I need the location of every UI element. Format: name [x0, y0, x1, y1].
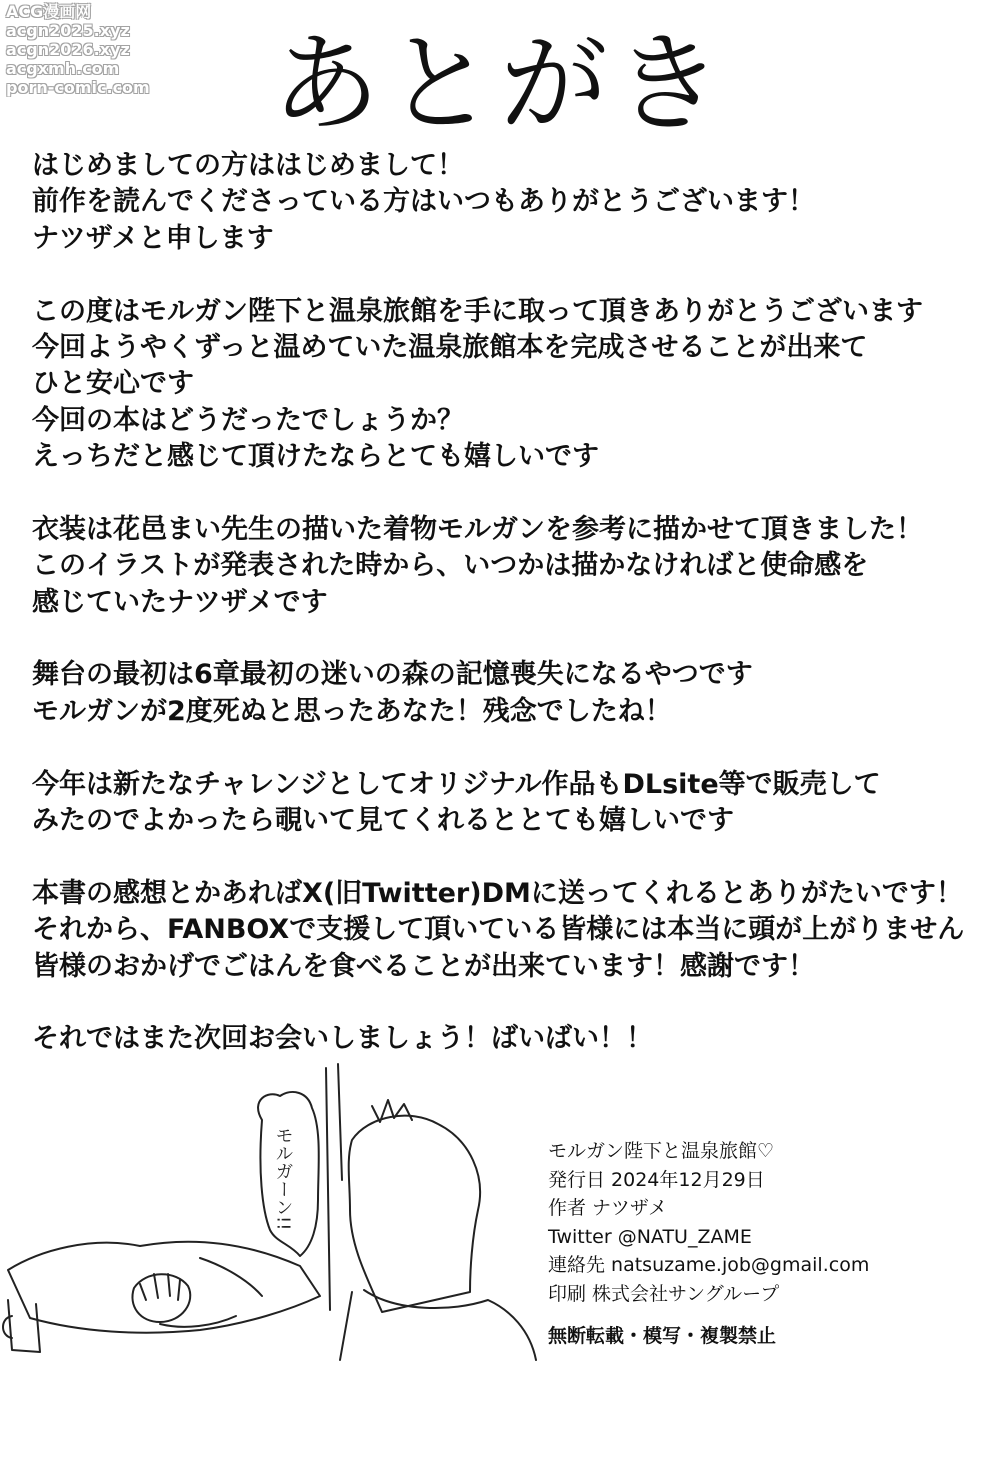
- man-hair-spikes: [372, 1100, 412, 1122]
- text-line: 今回ようやくずっと温めていた温泉旅館本を完成させることが出来て: [32, 331, 868, 363]
- paragraph-costume: [32, 512, 982, 621]
- text-line: ナツザメと申します: [32, 222, 274, 254]
- page-title: あとがき: [271, 22, 728, 147]
- paragraph-original-works: [32, 767, 982, 840]
- colophon-notice: 無断転載・模写・複製禁止: [548, 1325, 777, 1347]
- paragraph-greeting: [32, 148, 982, 257]
- colophon-book-title: モルガン陛下と温泉旅館♡: [548, 1140, 775, 1162]
- watermark-line: ACG漫画网: [6, 2, 92, 21]
- text-line: それから、FANBOXで支援して頂いている皆様には本当に頭が上がりません: [32, 914, 965, 946]
- paragraph-setting: [32, 657, 982, 730]
- colophon-issue-date: 発行日 2024年12月29日: [548, 1168, 765, 1191]
- watermark-line: acgxmh.com: [6, 59, 120, 78]
- futon-fold: [200, 1258, 262, 1296]
- colophon: [548, 1137, 988, 1351]
- sketch-illustration: [0, 1060, 540, 1400]
- door-frame-line: [326, 1068, 330, 1310]
- text-line: 本書の感想とかあればX(旧Twitter)DMに送ってくれるとありがたいです！: [32, 877, 963, 909]
- text-line: えっちだと感じて頂けたならとても嬉しいです: [32, 441, 599, 473]
- door-frame-line: [338, 1064, 342, 1180]
- text-line: ひと安心です: [32, 368, 194, 400]
- text-line: みたのでよかったら覗いて見てくれるととても嬉しいです: [32, 805, 734, 837]
- colophon-printer: 印刷 株式会社サングループ: [548, 1282, 780, 1305]
- speech-bubble-text: モルガーン!!: [272, 1126, 294, 1231]
- man-hair-outline: [349, 1116, 480, 1312]
- watermark-line: porn-comic.com: [6, 78, 150, 97]
- text-line: 感じていたナツザメです: [32, 586, 328, 618]
- watermark-line: acgn2025.xyz: [6, 21, 130, 40]
- man-back: [340, 1292, 352, 1360]
- text-line: 皆様のおかげでごはんを食べることが出来ています！感謝です！: [32, 950, 815, 982]
- text-line: この度はモルガン陛下と温泉旅館を手に取って頂きありがとうございます: [32, 295, 923, 327]
- mug-outline: [8, 1300, 40, 1352]
- paragraph-farewell: [32, 1021, 982, 1057]
- watermark-line: acgn2026.xyz: [6, 40, 130, 59]
- text-line: はじめましての方ははじめまして！: [32, 150, 464, 181]
- text-line: 舞台の最初は6章最初の迷いの森の記憶喪失になるやつです: [32, 659, 753, 691]
- afterword-body: [32, 148, 982, 1058]
- text-line: 今年は新たなチャレンジとしてオリジナル作品もDLsite等で販売して: [32, 768, 881, 800]
- text-line: それではまた次回お会いしましょう！ばいばい！！: [32, 1023, 653, 1055]
- futon-outline: [8, 1242, 320, 1333]
- text-line: 前作を読んでくださっている方はいつもありがとうございます！: [32, 186, 815, 218]
- paragraph-thanks: [32, 294, 982, 476]
- text-line: 衣装は花邑まい先生の描いた着物モルガンを参考に描かせて頂きました！: [32, 513, 923, 545]
- colophon-author: 作者 ナツザメ: [548, 1197, 668, 1219]
- man-shoulder: [364, 1290, 536, 1360]
- colophon-contact: 連絡先 natsuzame.job@gmail.com: [548, 1254, 870, 1276]
- text-line: 今回の本はどうだったでしょうか？: [32, 404, 464, 436]
- sleeper-head: [132, 1274, 190, 1322]
- paragraph-feedback: [32, 876, 982, 985]
- colophon-twitter: Twitter @NATU_ZAME: [548, 1225, 752, 1248]
- text-line: モルガンが2度死ぬと思ったあなた！残念でしたね！: [32, 695, 672, 727]
- text-line: このイラストが発表された時から、いつかは描かなければと使命感を: [32, 550, 869, 582]
